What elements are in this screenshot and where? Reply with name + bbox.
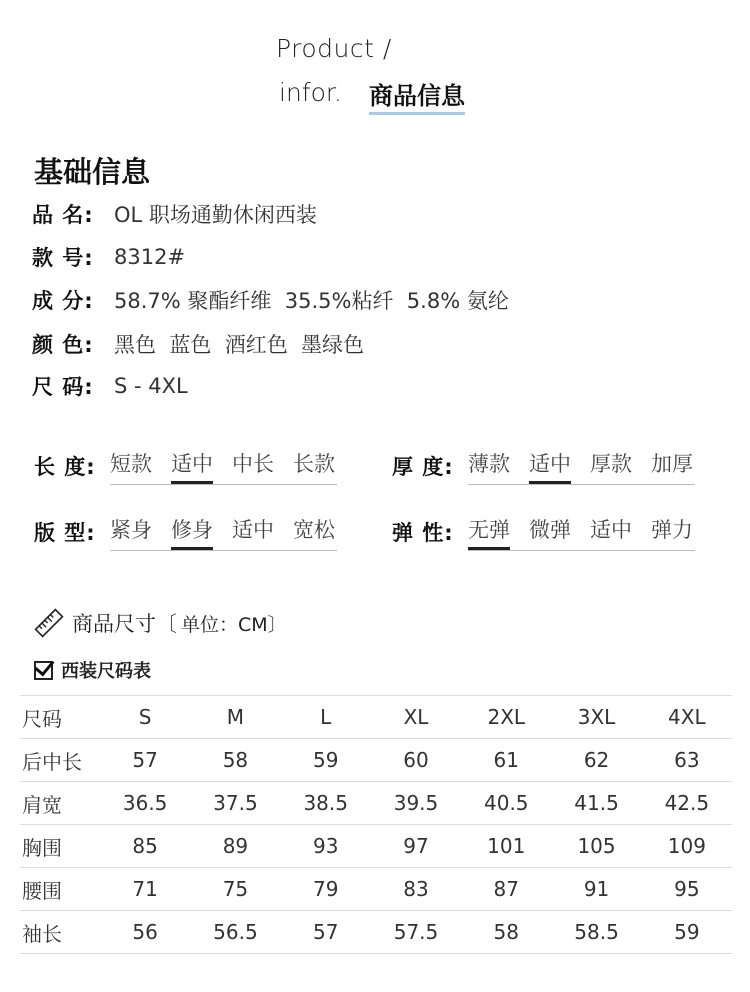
size-chart-label: 西装尺码表 bbox=[61, 661, 151, 682]
size-section-title bbox=[34, 608, 287, 638]
table-cell: 61 bbox=[461, 739, 551, 782]
table-cell: 63 bbox=[642, 739, 732, 782]
table-cell: 56.5 bbox=[190, 911, 280, 954]
header-title: 商品信息 bbox=[369, 76, 465, 115]
table-cell: 109 bbox=[642, 825, 732, 868]
table-cell: 79 bbox=[281, 868, 371, 911]
table-row-header: 胸围 bbox=[20, 825, 100, 868]
table-row bbox=[20, 739, 732, 782]
table-row bbox=[20, 868, 732, 911]
table-row-header: 肩宽 bbox=[20, 782, 100, 825]
table-row-header: 袖长 bbox=[20, 911, 100, 954]
table-cell: 40.5 bbox=[461, 782, 551, 825]
attr-options bbox=[468, 514, 695, 551]
table-cell: 97 bbox=[371, 825, 461, 868]
table-cell: 87 bbox=[461, 868, 551, 911]
attr-option: 短款 bbox=[110, 451, 152, 476]
attr-label: 长 度: bbox=[34, 455, 96, 479]
info-row-name bbox=[32, 196, 317, 232]
attr-option: 厚款 bbox=[590, 451, 632, 476]
info-row-style-number bbox=[32, 239, 185, 275]
table-cell: 57.5 bbox=[371, 911, 461, 954]
info-row-colors bbox=[32, 326, 364, 362]
table-header-cell: 3XL bbox=[551, 696, 641, 739]
size-section-label: 商品尺寸〔 bbox=[72, 612, 177, 636]
attr-options bbox=[110, 514, 337, 551]
table-cell: 59 bbox=[642, 911, 732, 954]
table-cell: 83 bbox=[371, 868, 461, 911]
table-cell: 75 bbox=[190, 868, 280, 911]
info-value: S - 4XL bbox=[114, 374, 188, 398]
table-cell: 71 bbox=[100, 868, 190, 911]
table-cell: 37.5 bbox=[190, 782, 280, 825]
info-row-composition bbox=[32, 282, 509, 318]
basic-info-title: 基础信息 bbox=[34, 155, 151, 189]
table-cell: 58 bbox=[461, 911, 551, 954]
info-label: 成 分: bbox=[32, 289, 94, 313]
info-row-sizes bbox=[32, 368, 188, 404]
attr-option: 弹力 bbox=[651, 517, 693, 542]
attr-option: 加厚 bbox=[651, 451, 693, 476]
table-header-cell: 2XL bbox=[461, 696, 551, 739]
attr-option-selected: 无弹 bbox=[468, 514, 510, 544]
attr-option: 紧身 bbox=[110, 517, 152, 542]
attr-options bbox=[110, 448, 337, 485]
table-cell: 56 bbox=[100, 911, 190, 954]
table-cell: 38.5 bbox=[281, 782, 371, 825]
info-value: 黑色 蓝色 酒红色 墨绿色 bbox=[114, 333, 365, 357]
table-cell: 93 bbox=[281, 825, 371, 868]
size-table bbox=[20, 695, 732, 954]
table-header-cell: XL bbox=[371, 696, 461, 739]
table-row bbox=[20, 911, 732, 954]
attr-label: 版 型: bbox=[34, 521, 96, 545]
attr-option: 适中 bbox=[232, 517, 274, 542]
info-value: 58.7% 聚酯纤维 35.5%粘纤 5.8% 氨纶 bbox=[114, 289, 509, 313]
table-row bbox=[20, 782, 732, 825]
table-row-header: 腰围 bbox=[20, 868, 100, 911]
info-label: 品 名: bbox=[32, 203, 94, 227]
header-infor-label: infor. bbox=[279, 78, 342, 107]
attr-thickness bbox=[392, 446, 695, 486]
table-header-cell: M bbox=[190, 696, 280, 739]
attr-label: 厚 度: bbox=[392, 455, 454, 479]
table-row-header: 后中长 bbox=[20, 739, 100, 782]
table-cell: 41.5 bbox=[551, 782, 641, 825]
attr-elasticity bbox=[392, 512, 695, 552]
checkbox-checked-icon bbox=[34, 661, 53, 680]
table-cell: 39.5 bbox=[371, 782, 461, 825]
table-cell: 62 bbox=[551, 739, 641, 782]
table-header-row bbox=[20, 696, 732, 739]
size-chart-title bbox=[34, 657, 151, 683]
table-cell: 85 bbox=[100, 825, 190, 868]
attr-label: 弹 性: bbox=[392, 521, 454, 545]
info-value: OL 职场通勤休闲西装 bbox=[114, 203, 317, 227]
table-cell: 105 bbox=[551, 825, 641, 868]
table-cell: 58.5 bbox=[551, 911, 641, 954]
attr-option: 中长 bbox=[232, 451, 274, 476]
attr-option: 宽松 bbox=[293, 517, 335, 542]
table-header-cell: S bbox=[100, 696, 190, 739]
table-cell: 91 bbox=[551, 868, 641, 911]
table-header-cell: 尺码 bbox=[20, 696, 100, 739]
table-header-cell: 4XL bbox=[642, 696, 732, 739]
attr-option: 适中 bbox=[590, 517, 632, 542]
table-row bbox=[20, 825, 732, 868]
attr-option-selected: 修身 bbox=[171, 514, 213, 544]
table-cell: 60 bbox=[371, 739, 461, 782]
attr-option: 长款 bbox=[293, 451, 335, 476]
info-value: 8312# bbox=[114, 245, 186, 269]
attr-option: 薄款 bbox=[468, 451, 510, 476]
table-cell: 42.5 bbox=[642, 782, 732, 825]
attr-options bbox=[468, 448, 695, 485]
table-cell: 59 bbox=[281, 739, 371, 782]
table-cell: 89 bbox=[190, 825, 280, 868]
info-label: 尺 码: bbox=[32, 375, 94, 399]
ruler-icon bbox=[34, 608, 64, 638]
attr-option-selected: 适中 bbox=[529, 448, 571, 478]
attr-fit bbox=[34, 512, 337, 552]
header-product-label: Product / bbox=[276, 34, 392, 63]
table-cell: 57 bbox=[281, 911, 371, 954]
table-header-cell: L bbox=[281, 696, 371, 739]
table-cell: 58 bbox=[190, 739, 280, 782]
table-cell: 101 bbox=[461, 825, 551, 868]
table-cell: 57 bbox=[100, 739, 190, 782]
attr-length bbox=[34, 446, 337, 486]
size-unit-label: 单位：CM〕 bbox=[181, 613, 287, 636]
table-cell: 36.5 bbox=[100, 782, 190, 825]
attr-option: 微弹 bbox=[529, 517, 571, 542]
info-label: 款 号: bbox=[32, 246, 94, 270]
attr-option-selected: 适中 bbox=[171, 448, 213, 478]
table-cell: 95 bbox=[642, 868, 732, 911]
info-label: 颜 色: bbox=[32, 333, 94, 357]
